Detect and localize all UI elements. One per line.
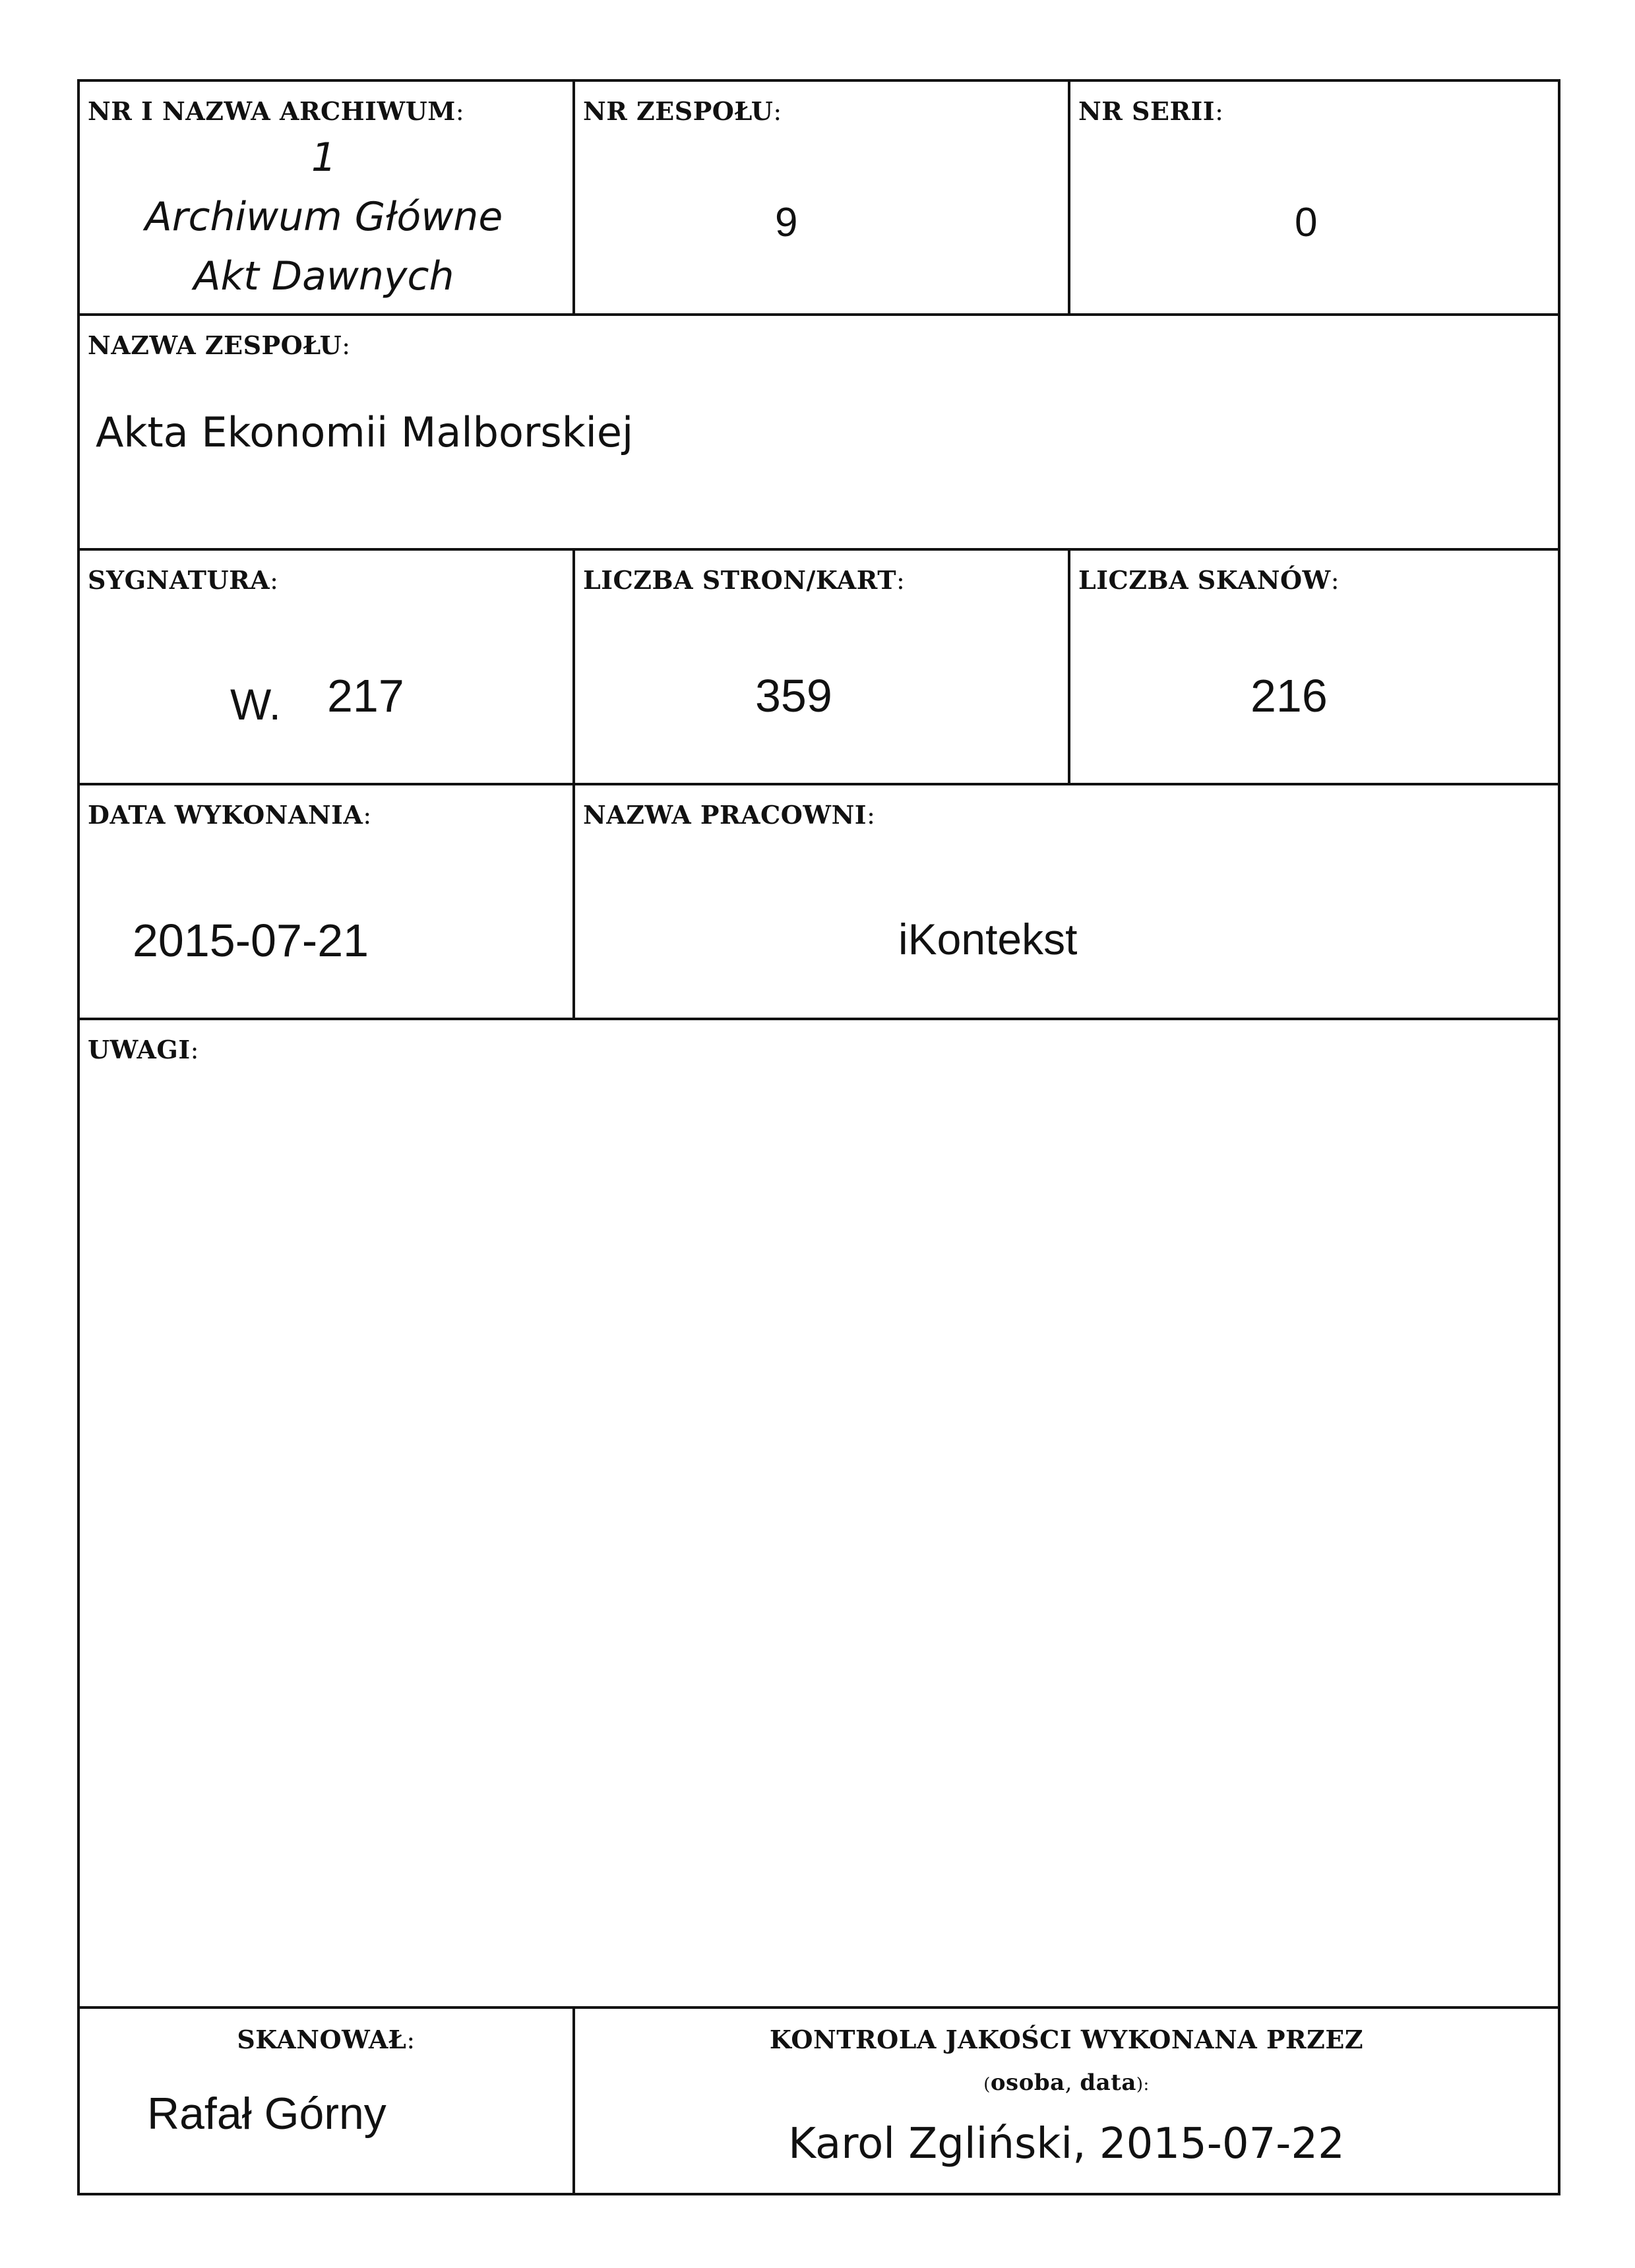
scans-cell	[1070, 551, 1560, 783]
archive-number: 1	[311, 135, 337, 181]
fond-number-cell	[575, 82, 1068, 313]
fond-name-cell	[80, 316, 1558, 548]
archive-cell	[80, 82, 572, 313]
workshop-cell	[575, 785, 1558, 1018]
scans-value: 216	[1250, 670, 1328, 721]
series-number-value: 0	[1295, 200, 1318, 245]
signature-value: 217	[327, 670, 404, 721]
series-number-cell	[1070, 82, 1560, 313]
quality-control-label: KONTROLA JAKOŚCI WYKONANA PRZEZ	[769, 2025, 1364, 2054]
workshop-value: iKontekst	[898, 915, 1078, 964]
date-cell	[80, 785, 572, 1018]
quality-control-cell	[575, 2009, 1558, 2195]
workshop-label: NAZWA PRACOWNI:	[583, 800, 876, 830]
fond-number-label: NR ZESPOŁU:	[583, 96, 782, 126]
scanned-by-cell	[80, 2009, 572, 2195]
archive-name-line2: Akt Dawnych	[193, 253, 454, 299]
date-label: DATA WYKONANIA:	[88, 800, 372, 830]
archive-name-line1: Archiwum Główne	[144, 194, 503, 240]
pages-label: LICZBA STRON/KART:	[583, 565, 906, 595]
notes-cell	[80, 1020, 1558, 2006]
series-number-label: NR SERII:	[1078, 96, 1224, 126]
signature-label: SYGNATURA:	[88, 565, 279, 595]
quality-control-value: Karol Zgliński, 2015-07-22	[788, 2120, 1345, 2168]
fond-name-value: Akta Ekonomii Malborskiej	[96, 408, 634, 456]
scans-label: LICZBA SKANÓW:	[1078, 565, 1340, 595]
signature-cell	[80, 551, 572, 783]
archive-metric-form	[77, 79, 1560, 2195]
quality-control-sublabel: (osoba, data):	[983, 2069, 1150, 2096]
signature-prefix: W.	[230, 680, 281, 729]
pages-value: 359	[755, 670, 832, 721]
date-value: 2015-07-21	[133, 915, 369, 966]
scanned-by-label: SKANOWAŁ:	[237, 2025, 416, 2054]
pages-cell	[575, 551, 1068, 783]
fond-name-label: NAZWA ZESPOŁU:	[88, 330, 351, 360]
scanned-by-value: Rafał Górny	[147, 2089, 386, 2139]
fond-number-value: 9	[775, 200, 798, 245]
archive-label: NR I NAZWA ARCHIWUM:	[88, 96, 465, 126]
notes-label: UWAGI:	[88, 1035, 199, 1064]
